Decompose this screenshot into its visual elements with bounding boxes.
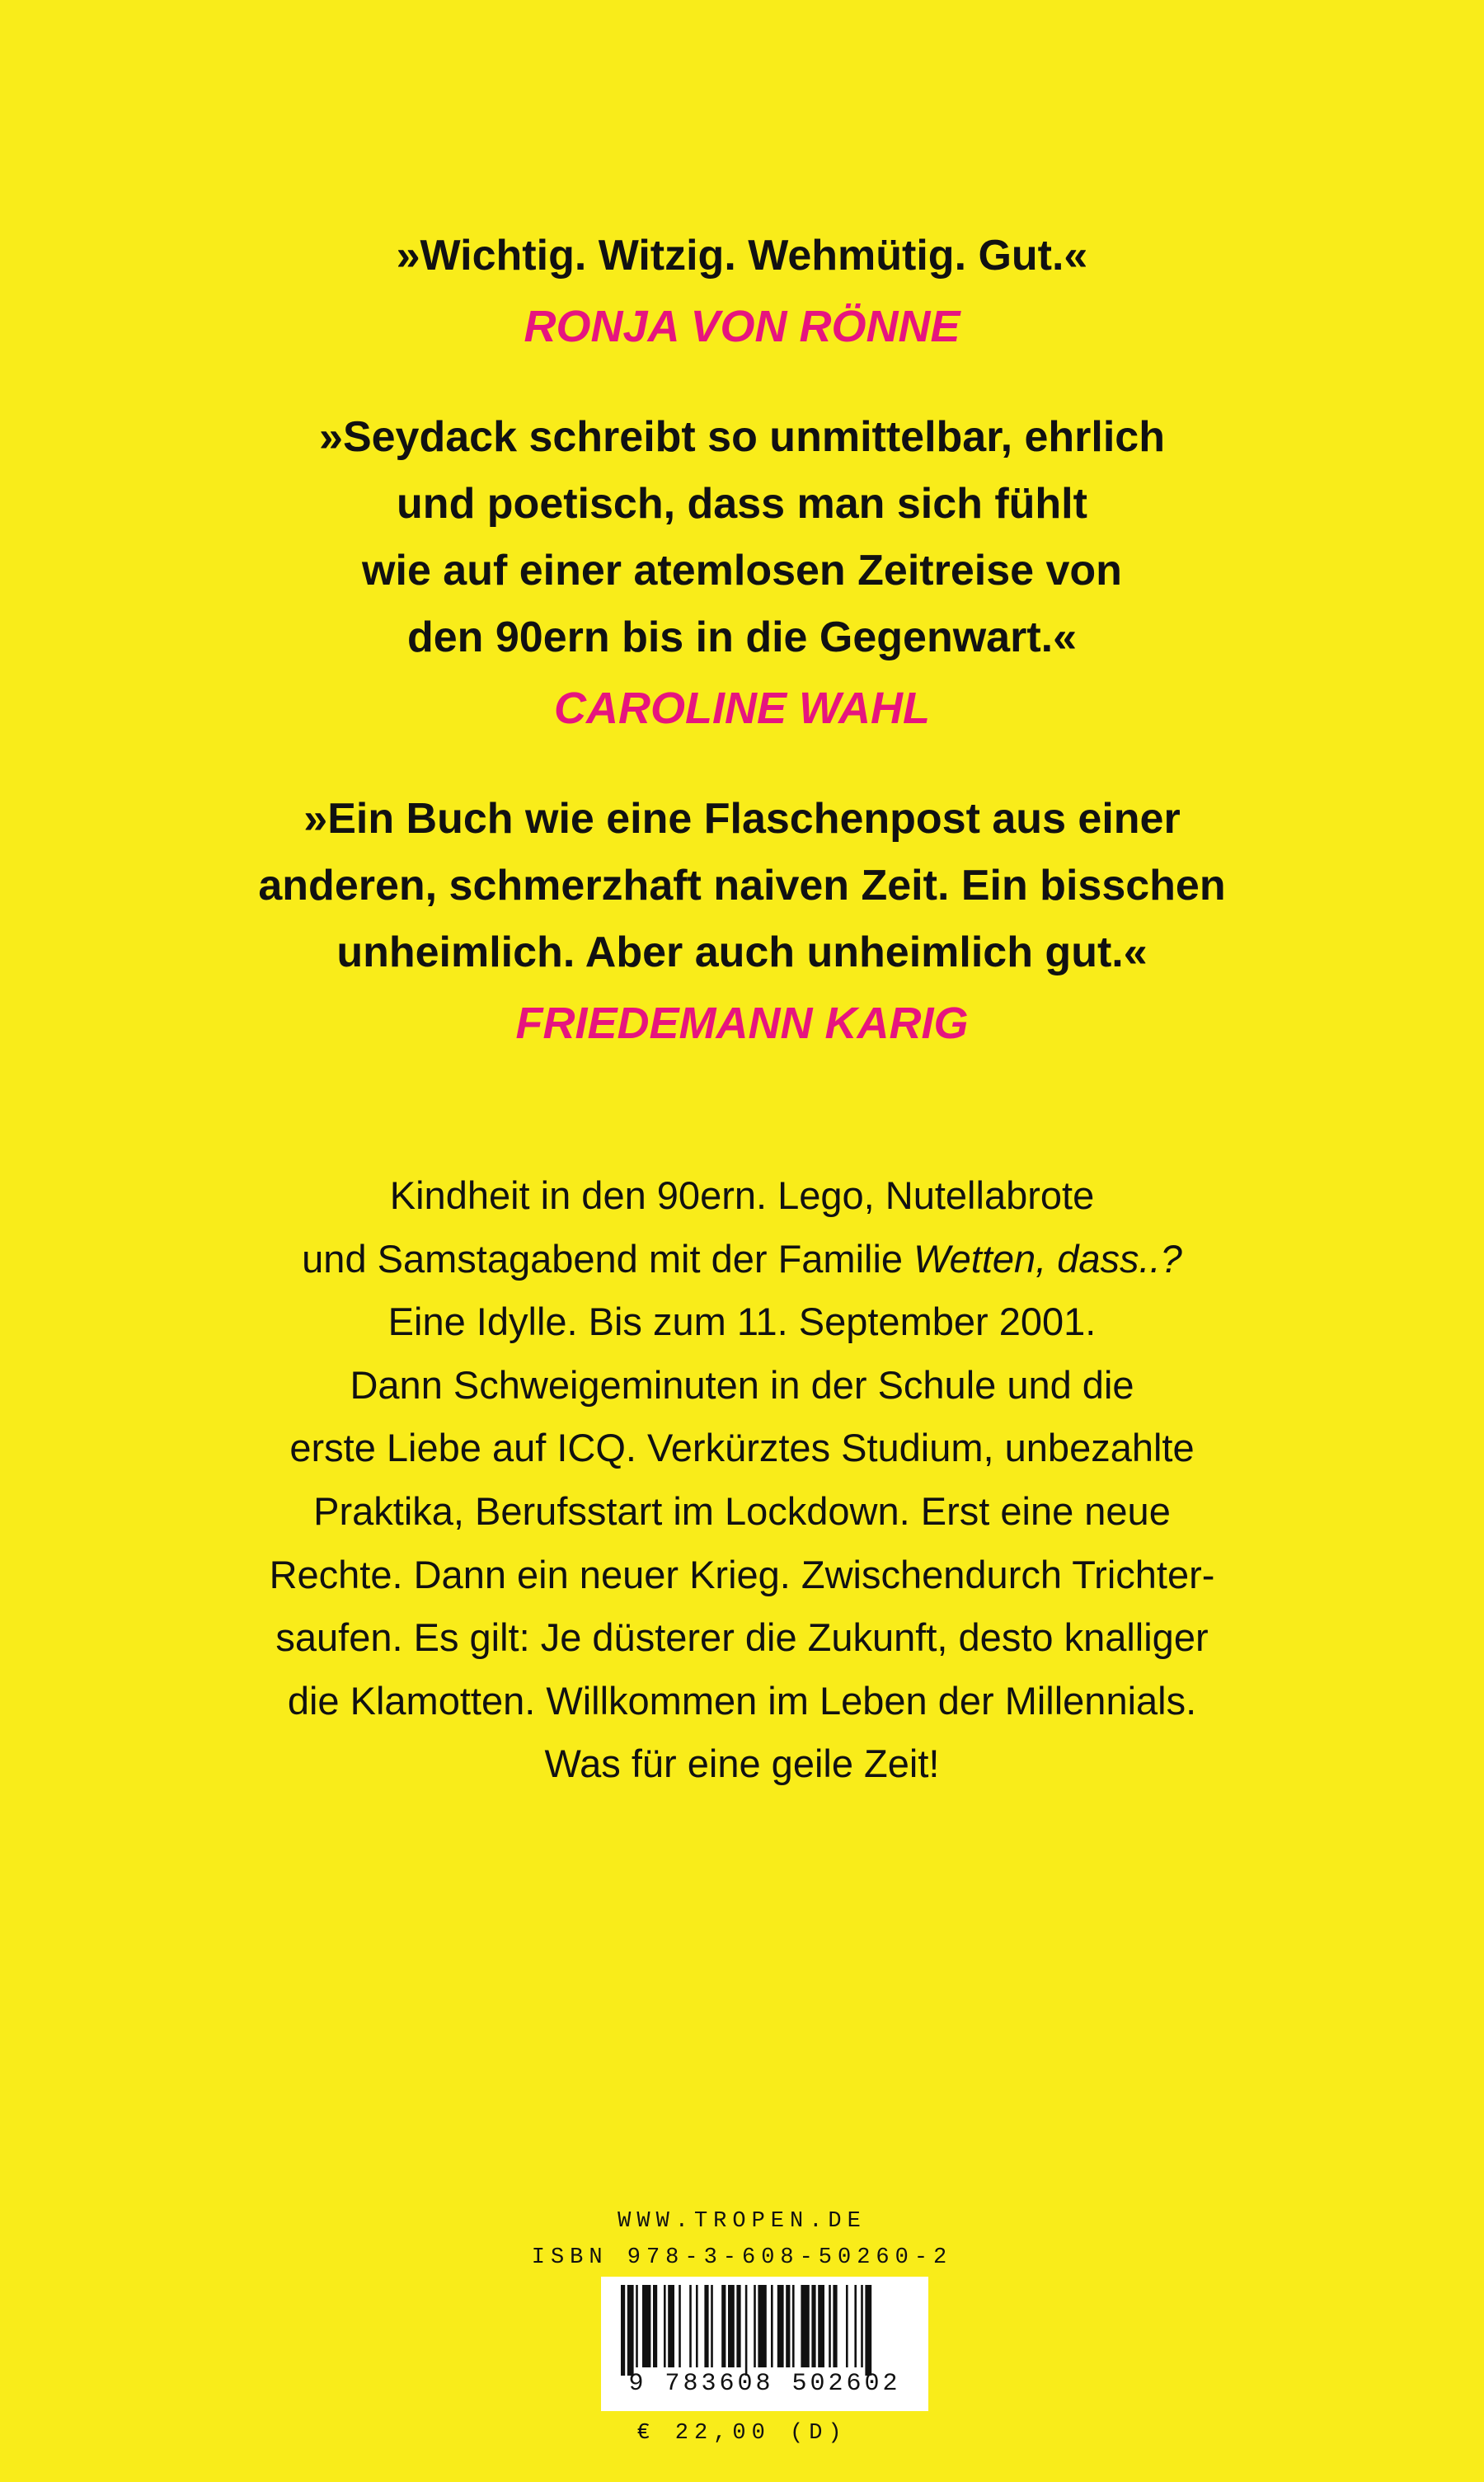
book-blurb xyxy=(0,1164,1484,1796)
barcode-bar xyxy=(745,2285,748,2376)
barcode-bar xyxy=(777,2285,784,2367)
barcode-bar xyxy=(664,2285,666,2367)
blurb-line: Dann Schweigeminuten in der Schule und die xyxy=(350,1362,1134,1407)
barcode-digits: 9 783608 502602 xyxy=(628,2370,901,2398)
barcode-bar xyxy=(854,2285,857,2367)
barcode-bar xyxy=(621,2285,625,2376)
publisher-website[interactable]: WWW.TROPEN.DE xyxy=(618,2209,866,2234)
barcode-bar xyxy=(668,2285,674,2367)
quote-text: »Ein Buch wie eine Flaschenpost aus einer anderen, schmerzhaft naiven Zeit. Ein bisschen unheimlich. Aber auch unheimlich gut.« xyxy=(258,795,1226,976)
barcode-bar xyxy=(754,2285,756,2367)
barcode-bar xyxy=(801,2285,809,2367)
barcode-bars xyxy=(601,2277,928,2376)
blurb-line: Was für eine geile Zeit! xyxy=(544,1742,940,1786)
barcode-bar xyxy=(711,2285,713,2367)
quote-author: FRIEDEMANN KARIG xyxy=(515,999,969,1048)
barcode-bar xyxy=(818,2285,824,2367)
barcode-bar xyxy=(642,2285,650,2367)
quote-author: RONJA VON RÖNNE xyxy=(524,302,960,351)
barcode-bar xyxy=(636,2285,638,2367)
quote-3 xyxy=(0,786,1484,1060)
blurb-text: und Samstagabend mit der Familie xyxy=(302,1236,914,1281)
publisher-footer xyxy=(0,2203,1484,2276)
barcode-bar xyxy=(865,2285,871,2376)
barcode-bar xyxy=(653,2285,657,2367)
blurb-line: Praktika, Berufsstart im Lockdown. Erst eine neue xyxy=(313,1488,1171,1533)
barcode-bar xyxy=(689,2285,692,2367)
barcode-bar xyxy=(846,2285,848,2367)
barcode-bar xyxy=(792,2285,795,2367)
blurb-line: Kindheit in den 90ern. Lego, Nutellabrote xyxy=(389,1173,1095,1217)
price: € 22,00 (D) xyxy=(636,2421,848,2446)
barcode-bar xyxy=(829,2285,831,2367)
barcode-bar xyxy=(786,2285,790,2367)
quote-author: CAROLINE WAHL xyxy=(554,684,930,733)
blurb-line: Eine Idylle. Bis zum 11. September 2001. xyxy=(387,1300,1097,1344)
quote-1 xyxy=(0,223,1484,364)
barcode-bar xyxy=(704,2285,708,2367)
barcode-bar xyxy=(728,2285,735,2367)
blurb-line: erste Liebe auf ICQ. Verkürztes Studium, unbezahlte xyxy=(289,1426,1195,1470)
barcode-bar xyxy=(721,2285,726,2367)
blurb-line: saufen. Es gilt: Je düsterer die Zukunft, desto knalliger xyxy=(275,1615,1209,1660)
quote-text: »Seydack schreibt so unmittelbar, ehrlich und poetisch, dass man sich fühlt wie auf einer atemlosen Zeitreise von den 90ern bis in die Gegenwart.« xyxy=(319,413,1165,661)
barcode-bar xyxy=(696,2285,698,2367)
barcode-bar xyxy=(758,2285,766,2367)
show-title: Wetten, dass..? xyxy=(913,1236,1182,1281)
barcode-bar xyxy=(627,2285,634,2376)
isbn-text: ISBN 978-3-608-50260-2 xyxy=(531,2245,953,2270)
quote-2 xyxy=(0,404,1484,745)
blurb-line xyxy=(0,1228,1484,1291)
blurb-line: Rechte. Dann ein neuer Krieg. Zwischendurch Trichter- xyxy=(269,1552,1215,1596)
barcode-bar xyxy=(811,2285,815,2367)
barcode-bar xyxy=(679,2285,681,2367)
barcode-bar xyxy=(861,2285,863,2367)
barcode-bar xyxy=(833,2285,837,2367)
quote-text: »Wichtig. Witzig. Wehmütig. Gut.« xyxy=(396,232,1088,280)
barcode-bar xyxy=(736,2285,740,2367)
barcode-bar xyxy=(771,2285,773,2367)
blurb-line: die Klamotten. Willkommen im Leben der Millennials. xyxy=(287,1678,1197,1723)
